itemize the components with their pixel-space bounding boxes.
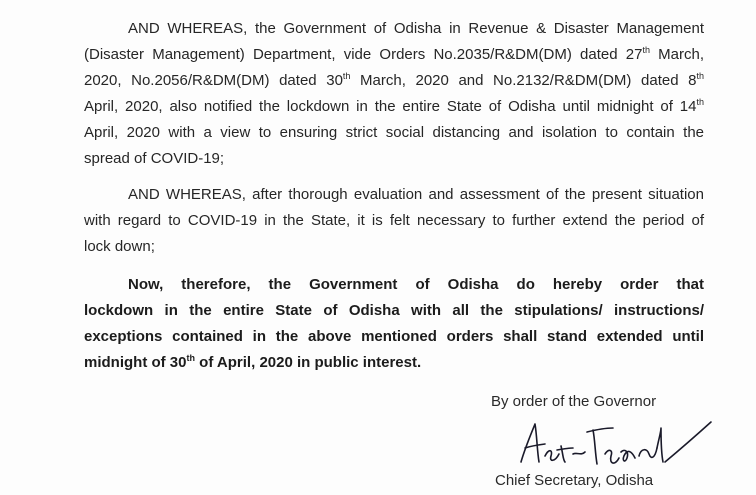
- p1-sup-14th: th: [696, 97, 704, 107]
- p1-line5: April, 2020 with a view to ensuring strict social distancing and isolation to contain the: [84, 124, 704, 141]
- paragraph-order: [84, 272, 704, 376]
- p1-line2-suffix: March,: [649, 46, 704, 63]
- p1-line4: April, 2020, also notified the lockdown in the entire State of Odisha until midnight of 14: [84, 98, 697, 115]
- p3-line4-suffix: of April, 2020 in public interest.: [195, 354, 422, 371]
- paragraph-whereas-evaluation: [84, 182, 704, 260]
- p2-line1: AND WHEREAS, after thorough evaluation and assessment of the present situation: [128, 186, 704, 203]
- handwritten-signature: [515, 418, 715, 470]
- p1-line3-mid: March, 2020 and No.2132/R&DM(DM) dated 8: [350, 72, 697, 89]
- p1-line1: AND WHEREAS, the Government of Odisha in Revenue & Disaster Management: [128, 20, 704, 37]
- p1-line3: 2020, No.2056/R&DM(DM) dated 30: [84, 72, 343, 89]
- p3-sup-30th: th: [186, 353, 195, 363]
- p1-sup-30th: th: [342, 71, 351, 81]
- p1-sup-27th: th: [642, 45, 650, 55]
- p2-line3: lock down;: [84, 238, 155, 255]
- p3-line2: lockdown in the entire State of Odisha with all the stipulations/ instructions/: [84, 302, 704, 319]
- p2-line2: with regard to COVID-19 in the State, it is felt necessary to further extend the period of: [84, 212, 704, 229]
- by-order-of-governor: By order of the Governor: [491, 393, 657, 410]
- p3-line3: exceptions contained in the above mentioned orders shall stand extended until: [84, 328, 704, 345]
- p3-line4: midnight of 30: [84, 354, 187, 371]
- p3-line1: Now, therefore, the Government of Odisha do hereby order that: [128, 276, 704, 293]
- p1-sup-8th: th: [696, 71, 705, 81]
- p1-line6: spread of COVID-19;: [84, 150, 225, 167]
- chief-secretary-title: Chief Secretary, Odisha: [495, 472, 654, 489]
- p1-line2: (Disaster Management) Department, vide Orders No.2035/R&DM(DM) dated 27: [84, 46, 643, 63]
- paragraph-whereas-orders: [84, 16, 704, 172]
